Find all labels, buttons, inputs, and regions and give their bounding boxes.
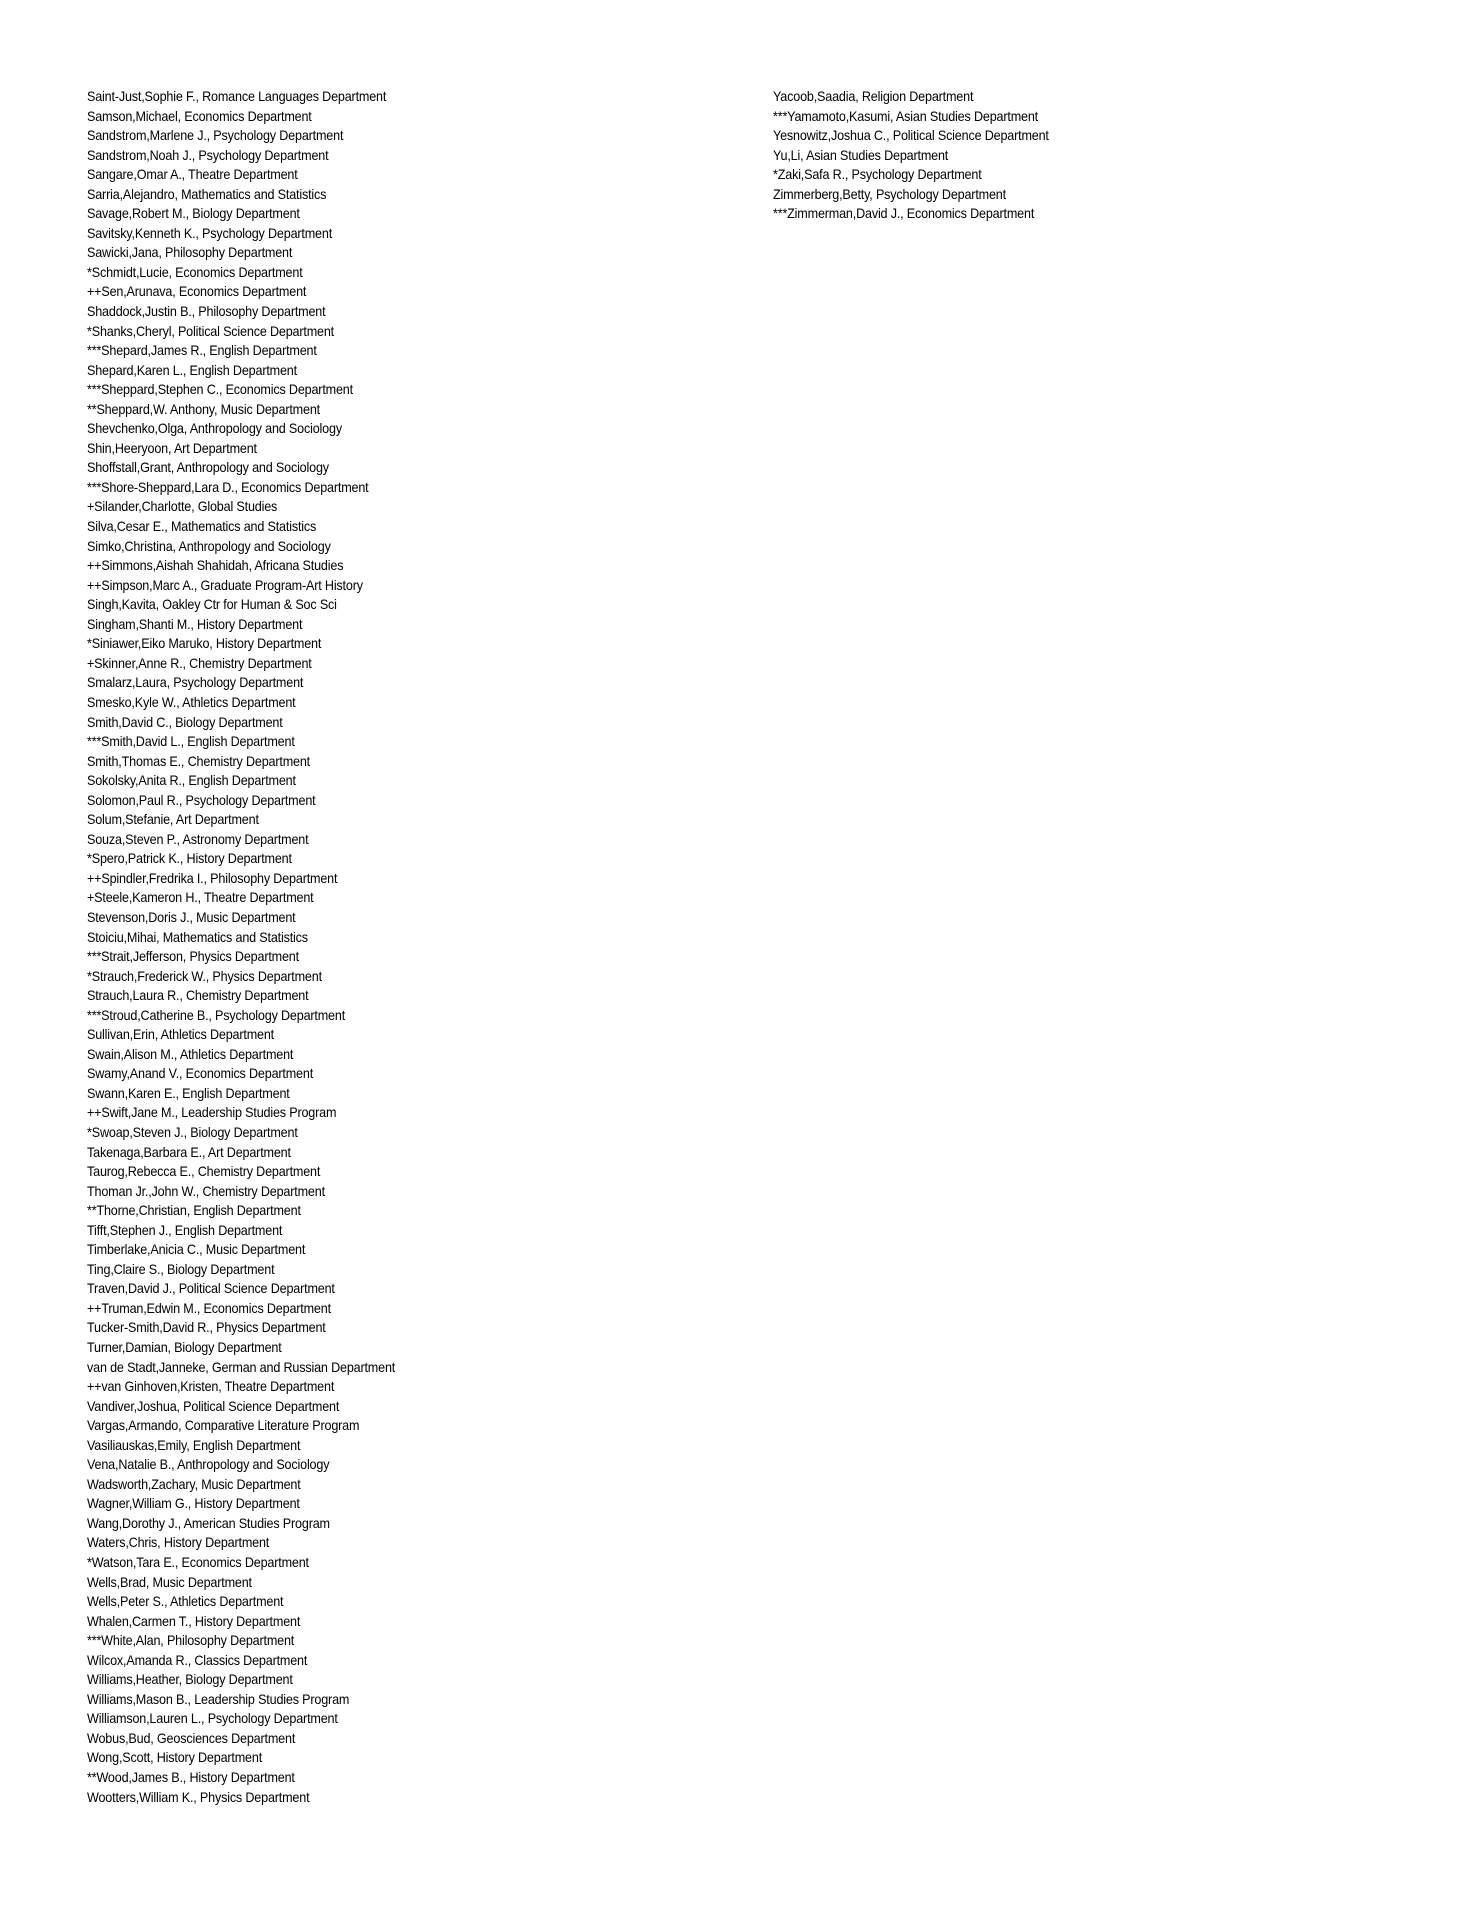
faculty-entry: Yu,Li, Asian Studies Department xyxy=(773,146,949,163)
faculty-entry: *Siniawer,Eiko Maruko, History Department xyxy=(87,635,322,652)
faculty-entry: Savitsky,Kenneth K., Psychology Department xyxy=(87,224,333,241)
faculty-entry: Waters,Chris, History Department xyxy=(87,1534,270,1551)
faculty-entry: Vargas,Armando, Comparative Literature Program xyxy=(87,1417,360,1434)
faculty-entry: Williams,Mason B., Leadership Studies Program xyxy=(87,1690,350,1707)
faculty-entry: ***Shore-Sheppard,Lara D., Economics Department xyxy=(87,478,369,495)
faculty-entry: Shaddock,Justin B., Philosophy Department xyxy=(87,303,326,320)
faculty-entry: ++van Ginhoven,Kristen, Theatre Department xyxy=(87,1378,335,1395)
faculty-entry: Wobus,Bud, Geosciences Department xyxy=(87,1729,296,1746)
faculty-entry: ***Sheppard,Stephen C., Economics Department xyxy=(87,381,353,398)
faculty-entry: +Skinner,Anne R., Chemistry Department xyxy=(87,654,312,671)
faculty-entry: Singham,Shanti M., History Department xyxy=(87,615,303,632)
faculty-entry: Saint-Just,Sophie F., Romance Languages Department xyxy=(87,88,387,104)
faculty-entry: **Wood,James B., History Department xyxy=(87,1769,295,1786)
faculty-entry: Turner,Damian, Biology Department xyxy=(87,1339,282,1355)
faculty-entry: Sawicki,Jana, Philosophy Department xyxy=(87,244,293,261)
faculty-entry: *Zaki,Safa R., Psychology Department xyxy=(773,166,982,183)
faculty-entry: Vasiliauskas,Emily, English Department xyxy=(87,1436,301,1453)
faculty-entry: ++Sen,Arunava, Economics Department xyxy=(87,283,307,300)
faculty-entry: **Sheppard,W. Anthony, Music Department xyxy=(87,400,320,417)
faculty-entry: Timberlake,Anicia C., Music Department xyxy=(87,1241,306,1258)
faculty-entry: *Schmidt,Lucie, Economics Department xyxy=(87,263,303,280)
faculty-entry: Taurog,Rebecca E., Chemistry Department xyxy=(87,1163,321,1180)
faculty-entry: Swain,Alison M., Athletics Department xyxy=(87,1045,294,1062)
faculty-entry: Wells,Brad, Music Department xyxy=(87,1573,252,1590)
faculty-entry: ++Spindler,Fredrika I., Philosophy Department xyxy=(87,869,338,886)
faculty-entry: Sokolsky,Anita R., English Department xyxy=(87,772,296,789)
faculty-entry: Savage,Robert M., Biology Department xyxy=(87,205,300,222)
faculty-entry: Tucker-Smith,David R., Physics Department xyxy=(87,1319,326,1336)
faculty-entry: Shoffstall,Grant, Anthropology and Sociology xyxy=(87,459,329,476)
faculty-entry: Sandstrom,Marlene J., Psychology Department xyxy=(87,127,344,144)
faculty-entry: Smalarz,Laura, Psychology Department xyxy=(87,674,304,691)
faculty-entry: ***Stroud,Catherine B., Psychology Department xyxy=(87,1006,346,1023)
faculty-entry: Smith,David C., Biology Department xyxy=(87,713,283,730)
faculty-entry: Yacoob,Saadia, Religion Department xyxy=(773,88,974,104)
faculty-entry: ++Simmons,Aishah Shahidah, Africana Studies xyxy=(87,557,344,574)
faculty-entry: *Swoap,Steven J., Biology Department xyxy=(87,1123,298,1140)
faculty-entry: Sullivan,Erin, Athletics Department xyxy=(87,1026,274,1043)
faculty-entry: *Watson,Tara E., Economics Department xyxy=(87,1554,309,1571)
faculty-entry: Sangare,Omar A., Theatre Department xyxy=(87,166,298,183)
faculty-entry: *Shanks,Cheryl, Political Science Department xyxy=(87,322,335,339)
faculty-entry: Singh,Kavita, Oakley Ctr for Human & Soc Sci xyxy=(87,596,337,613)
faculty-entry: Samson,Michael, Economics Department xyxy=(87,107,312,124)
faculty-list-right-column xyxy=(773,87,1373,224)
faculty-entry: Shin,Heeryoon, Art Department xyxy=(87,439,257,456)
faculty-entry: Solum,Stefanie, Art Department xyxy=(87,811,259,828)
faculty-entry: Wootters,William K., Physics Department xyxy=(87,1788,310,1805)
faculty-entry: Traven,David J., Political Science Department xyxy=(87,1280,335,1297)
faculty-entry: Stoiciu,Mihai, Mathematics and Statistics xyxy=(87,928,308,945)
faculty-entry: Swamy,Anand V., Economics Department xyxy=(87,1065,314,1082)
faculty-entry: Sandstrom,Noah J., Psychology Department xyxy=(87,146,329,163)
faculty-entry: ***Smith,David L., English Department xyxy=(87,733,295,750)
faculty-entry: Swann,Karen E., English Department xyxy=(87,1084,290,1101)
faculty-entry: Simko,Christina, Anthropology and Sociology xyxy=(87,537,331,554)
faculty-entry: Ting,Claire S., Biology Department xyxy=(87,1260,275,1277)
faculty-entry: Sarria,Alejandro, Mathematics and Statistics xyxy=(87,185,327,202)
faculty-entry: Yesnowitz,Joshua C., Political Science Department xyxy=(773,127,1049,144)
faculty-entry: ***Zimmerman,David J., Economics Department xyxy=(773,205,1035,222)
faculty-entry: Wang,Dorothy J., American Studies Program xyxy=(87,1514,330,1531)
faculty-entry: ***Shepard,James R., English Department xyxy=(87,342,317,359)
faculty-entry: ++Swift,Jane M., Leadership Studies Program xyxy=(87,1104,337,1121)
faculty-entry: ***White,Alan, Philosophy Department xyxy=(87,1632,295,1649)
faculty-entry: Wadsworth,Zachary, Music Department xyxy=(87,1475,301,1492)
faculty-entry: Wong,Scott, History Department xyxy=(87,1749,263,1766)
faculty-entry: **Thorne,Christian, English Department xyxy=(87,1202,301,1219)
faculty-entry: ++Simpson,Marc A., Graduate Program-Art History xyxy=(87,576,363,593)
faculty-entry: Takenaga,Barbara E., Art Department xyxy=(87,1143,291,1160)
faculty-entry: ***Strait,Jefferson, Physics Department xyxy=(87,948,299,965)
faculty-entry: Williams,Heather, Biology Department xyxy=(87,1671,293,1688)
faculty-entry: ***Yamamoto,Kasumi, Asian Studies Department xyxy=(773,107,1038,124)
faculty-entry: +Silander,Charlotte, Global Studies xyxy=(87,498,278,515)
faculty-entry: *Strauch,Frederick W., Physics Department xyxy=(87,967,322,984)
faculty-entry: Vandiver,Joshua, Political Science Department xyxy=(87,1397,340,1414)
faculty-entry: Zimmerberg,Betty, Psychology Department xyxy=(773,185,1006,202)
faculty-entry: Williamson,Lauren L., Psychology Department xyxy=(87,1710,338,1727)
faculty-entry: Stevenson,Doris J., Music Department xyxy=(87,908,296,925)
faculty-entry: Smith,Thomas E., Chemistry Department xyxy=(87,752,311,769)
faculty-entry: +Steele,Kameron H., Theatre Department xyxy=(87,889,314,906)
faculty-list-left-column xyxy=(87,87,687,1807)
faculty-entry: Silva,Cesar E., Mathematics and Statistics xyxy=(87,518,317,535)
faculty-entry: Wagner,William G., History Department xyxy=(87,1495,300,1512)
faculty-entry: Souza,Steven P., Astronomy Department xyxy=(87,830,309,847)
faculty-entry: Wilcox,Amanda R., Classics Department xyxy=(87,1651,308,1668)
faculty-entry: Tifft,Stephen J., English Department xyxy=(87,1221,283,1238)
faculty-entry: ++Truman,Edwin M., Economics Department xyxy=(87,1299,331,1316)
faculty-entry: Strauch,Laura R., Chemistry Department xyxy=(87,987,309,1004)
faculty-entry: Solomon,Paul R., Psychology Department xyxy=(87,791,316,808)
faculty-entry: Vena,Natalie B., Anthropology and Sociology xyxy=(87,1456,330,1473)
faculty-entry: Whalen,Carmen T., History Department xyxy=(87,1612,301,1629)
faculty-entry: *Spero,Patrick K., History Department xyxy=(87,850,292,867)
faculty-entry: Smesko,Kyle W., Athletics Department xyxy=(87,693,296,710)
faculty-entry: Thoman Jr.,John W., Chemistry Department xyxy=(87,1182,325,1199)
faculty-entry: Shepard,Karen L., English Department xyxy=(87,361,297,378)
faculty-entry: van de Stadt,Janneke, German and Russian Department xyxy=(87,1358,396,1375)
faculty-entry: Wells,Peter S., Athletics Department xyxy=(87,1593,284,1610)
faculty-entry: Shevchenko,Olga, Anthropology and Sociology xyxy=(87,420,342,437)
